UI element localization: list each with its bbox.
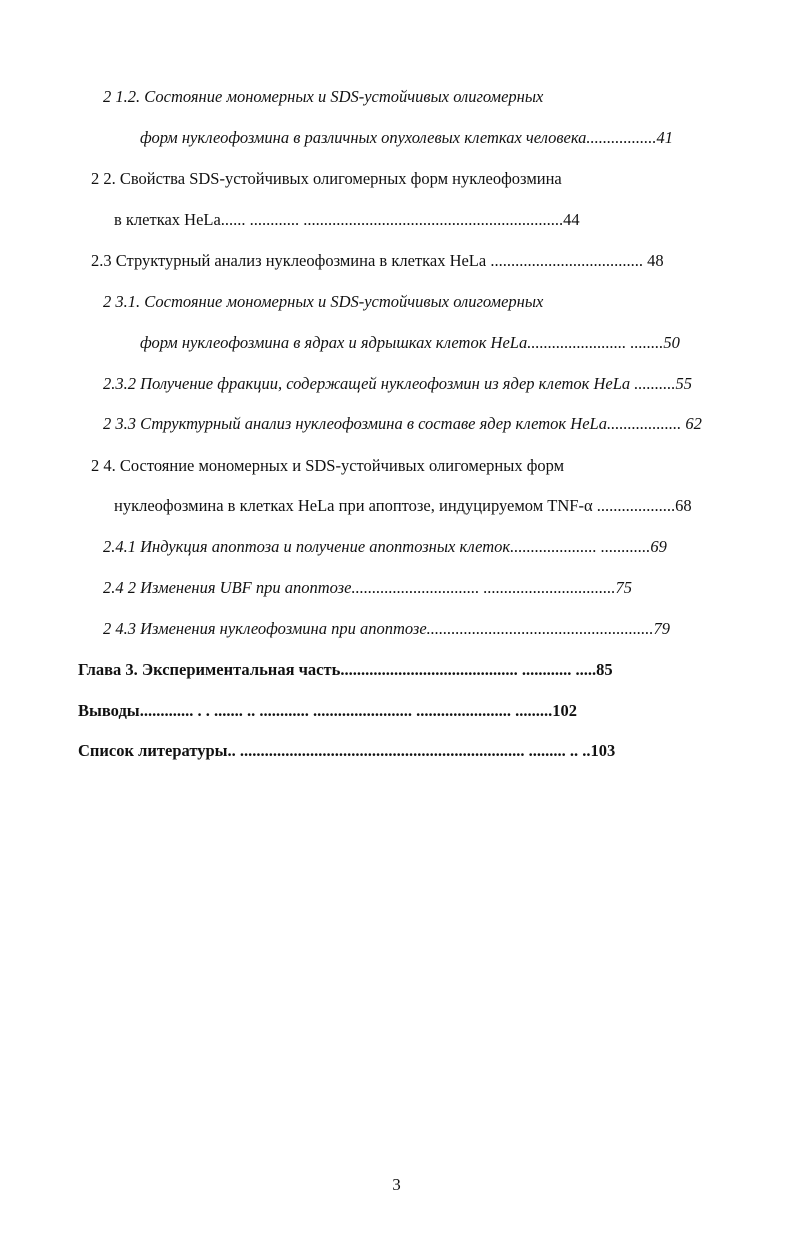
toc-entry-chapter-3: Глава 3. Экспериментальная часть........................................... ............ .....85 [78,660,613,679]
toc-entry-2-2-line-2: в клетках HeLa...... ............ ...............................................................44 [114,210,580,229]
toc-entry-2-4-2: 2.4 2 Изменения UBF при апоптозе............................... ................................75 [103,578,632,597]
toc-entry-2-1-2-line-1: 2 1.2. Состояние мономерных и SDS-устойчивых олигомерных [103,87,544,106]
toc-entry-2-3-3: 2 3.3 Структурный анализ нуклеофозмина в составе ядер клеток HeLa.................. 62 [103,414,702,433]
toc-entry-2-4-line-1: 2 4. Состояние мономерных и SDS-устойчивых олигомерных форм [91,456,565,475]
toc-entry-2-1-2-line-2: форм нуклеофозмина в различных опухолевых клетках человека.................41 [140,128,674,147]
toc-entry-conclusions: Выводы............. . . ....... .. ............ ........................ ....................... .........102 [78,701,577,720]
toc-entry-2-3-1-line-2: форм нуклеофозмина в ядрах и ядрышках клеток HeLa........................ ........50 [140,333,680,352]
toc-entry-2-3-1-line-1: 2 3.1. Состояние мономерных и SDS-устойчивых олигомерных [103,292,544,311]
toc-entry-2-2-line-1: 2 2. Свойства SDS-устойчивых олигомерных форм нуклеофозмина [91,169,562,188]
toc-entry-references: Список литературы.. ..................................................................... ......... .. ..103 [78,741,616,760]
toc-entry-2-4-3: 2 4.3 Изменения нуклеофозмина при апоптозе.......................................................79 [103,619,671,638]
toc-entry-2-3-2: 2.3.2 Получение фракции, содержащей нуклеофозмин из ядер клеток HeLa ..........55 [103,374,692,393]
toc-entry-2-4-line-2: нуклеофозмина в клетках HeLa при апоптозе, индуцируемом TNF-α ...................68 [114,496,692,515]
toc-entry-2-4-1: 2.4.1 Индукция апоптоза и получение апоптозных клеток..................... ............69 [103,537,667,556]
toc-entry-2-3: 2.3 Структурный анализ нуклеофозмина в клетках HeLa ..................................... 48 [91,251,664,270]
page-number: 3 [392,1175,401,1194]
